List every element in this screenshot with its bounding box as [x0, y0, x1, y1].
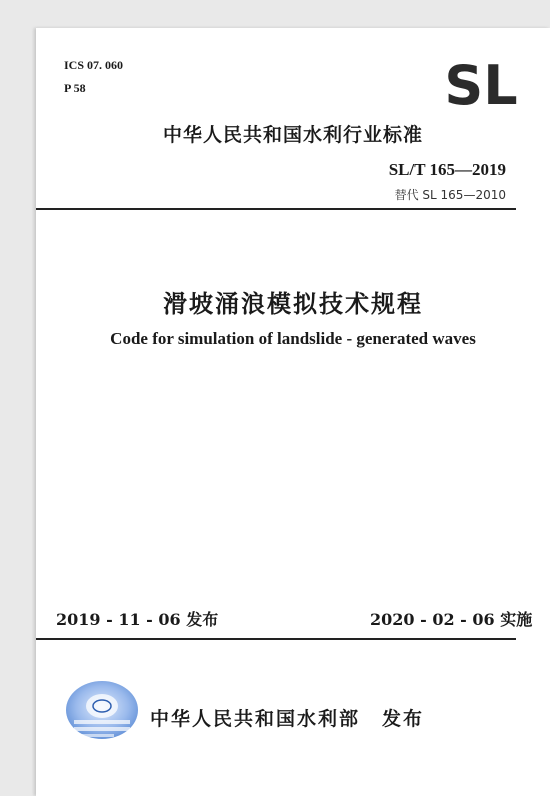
sl-logo-text: SL [444, 58, 518, 110]
document-title-chinese: 滑坡涌浪模拟技术规程 [163, 290, 423, 318]
publisher-name: 中华人民共和国水利部 [150, 708, 361, 730]
standard-number: SL/T 165—2019 [388, 160, 506, 179]
issue-date: 2019 - 11 - 06 发布 [56, 610, 219, 629]
document-title-english: Code for simulation of landslide - generated waves [110, 329, 476, 348]
sl-logo-icon [438, 58, 524, 110]
publisher-line [150, 704, 424, 731]
industry-standard-title: 中华人民共和国水利行业标准 [162, 124, 423, 146]
top-divider [36, 208, 516, 210]
classification-code: P 58 [64, 81, 86, 95]
anti-counterfeit-seal-icon [64, 680, 140, 744]
ics-code: ICS 07. 060 [64, 58, 124, 72]
implementation-date: 2020 - 02 - 06 实施 [370, 610, 533, 629]
bottom-divider [36, 638, 516, 640]
publish-action: 发布 [382, 708, 425, 730]
replaces-standard: 替代 SL 165—2010 [394, 188, 506, 202]
standard-cover-page [36, 28, 550, 796]
